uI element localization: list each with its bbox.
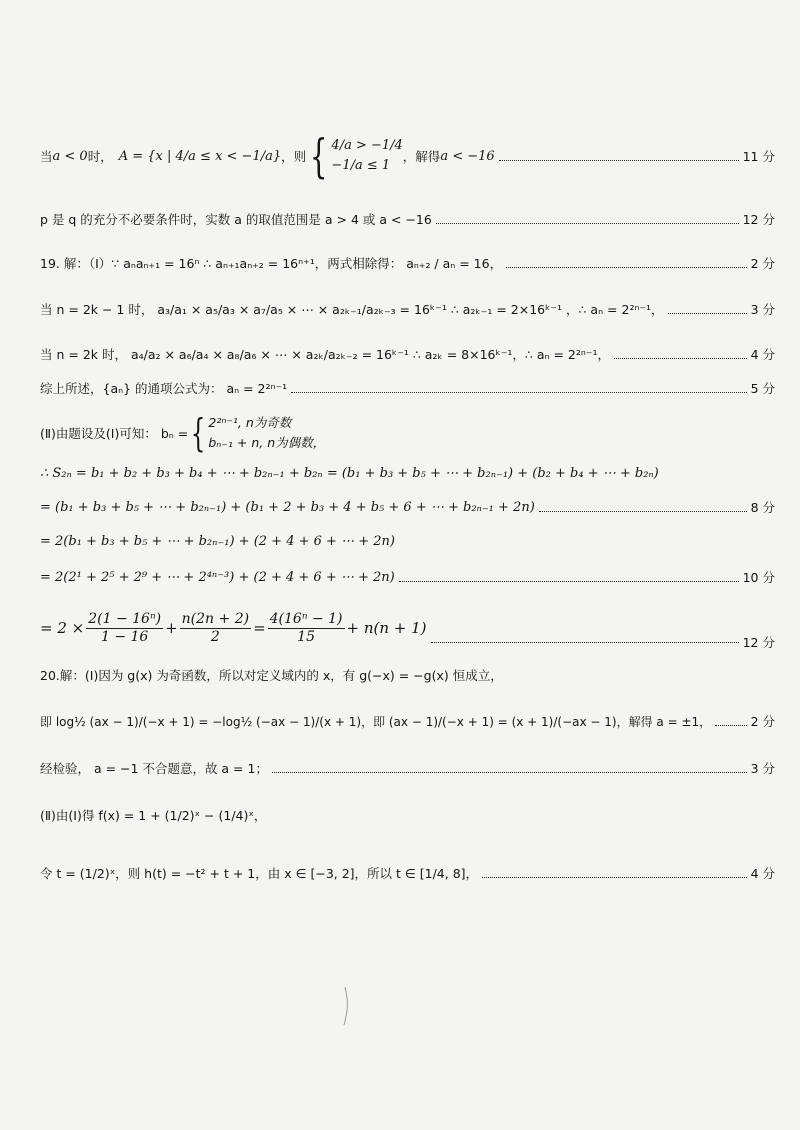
line2-text: p 是 q 的充分不必要条件时，实数 a 的取值范围是 a > 4 或 a < −16 <box>40 212 432 227</box>
line12-frac2 <box>180 611 251 644</box>
solution-line-4 <box>40 298 775 320</box>
line12-post: + n(n + 1) <box>346 619 427 637</box>
line12-eq: = <box>253 619 266 637</box>
line17-text: 令 t = (1/2)ˣ，则 h(t) = −t² + t + 1，由 x ∈ [−3, 2]，所以 t ∈ [1/4, 8]， <box>40 866 479 881</box>
solution-line-7 <box>40 412 775 454</box>
left-brace-icon: { <box>191 411 206 455</box>
line1-time: 时， <box>87 149 113 164</box>
line3-text: 19. 解：（Ⅰ）∵ aₙaₙ₊₁ = 16ⁿ ∴ aₙ₊₁aₙ₊₂ = 16ⁿ⁺¹，两式相除得： aₙ₊₂ / aₙ = 16， <box>40 256 503 271</box>
line7-case1: 2²ⁿ⁻¹, n为奇数 <box>208 415 292 431</box>
leader-dots <box>272 772 747 773</box>
solution-line-3 <box>40 252 775 274</box>
leader-dots <box>291 392 746 393</box>
line12-frac3-num: 4(16ⁿ − 1) <box>269 611 343 628</box>
line7-cases <box>208 413 325 452</box>
solution-line-16 <box>40 795 775 835</box>
line10-text: = 2(b₁ + b₃ + b₅ + ⋯ + b₂ₙ₋₁) + (2 + 4 + 6 + ⋯ + 2n) <box>40 533 395 549</box>
line5-text: 当 n = 2k 时， a₄/a₂ × a₆/a₄ × a₈/a₆ × ⋯ × a₂ₖ/a₂ₖ₋₂ = 16ᵏ⁻¹ ∴ a₂ₖ = 8×16ᵏ⁻¹，∴ aₙ = 2²ⁿ⁻¹， <box>40 347 610 362</box>
line1-cond: a < 0 <box>52 148 88 164</box>
score-label: 12 分 <box>742 212 775 227</box>
score-label: 2 分 <box>750 256 775 271</box>
line1-pre: 当 <box>40 149 53 164</box>
line13-text: 20.解：(Ⅰ)因为 g(x) 为奇函数，所以对定义域内的 x，有 g(−x) = −g(x) 恒成立， <box>40 668 503 683</box>
score-label: 12 分 <box>742 635 775 650</box>
line12-frac1-den: 1 − 16 <box>100 628 149 645</box>
solution-line-5 <box>40 343 775 365</box>
left-brace-icon: { <box>309 129 328 183</box>
solution-line-13 <box>40 664 775 686</box>
line4-text: 当 n = 2k − 1 时， a₃/a₁ × a₅/a₃ × a₇/a₅ × ⋯ × a₂ₖ₋₁/a₂ₖ₋₃ = 16ᵏ⁻¹ ∴ a₂ₖ₋₁ = 2×16ᵏ⁻¹ ，∴ aₙ = 2²ⁿ⁻¹， <box>40 302 664 317</box>
line1-case1: 4/a > −1/4 <box>331 137 403 153</box>
line7-text: (Ⅱ)由题设及(Ⅰ)可知： bₙ = <box>40 426 189 441</box>
line16-text: (Ⅱ)由(Ⅰ)得 f(x) = 1 + (1/2)ˣ − (1/4)ˣ， <box>40 808 267 823</box>
leader-dots <box>436 223 739 224</box>
solution-line-15 <box>40 757 775 779</box>
score-label: 3 分 <box>750 302 775 317</box>
line12-pre: = 2 × <box>40 619 85 637</box>
line1-setA: A = {x | 4/a ≤ x < −1/a} <box>118 148 282 164</box>
line12-frac1 <box>86 611 163 644</box>
leader-dots <box>715 725 746 726</box>
scan-speck-icon <box>342 985 350 1027</box>
solution-line-12 <box>40 604 775 652</box>
solution-line-9 <box>40 496 775 518</box>
leader-dots <box>539 511 747 512</box>
line12-frac2-den: 2 <box>210 628 220 645</box>
leader-dots <box>499 160 739 161</box>
leader-dots <box>482 877 747 878</box>
solution-line-14 <box>40 708 775 734</box>
solution-line-11 <box>40 566 775 588</box>
line11-text: = 2(2¹ + 2⁵ + 2⁹ + ⋯ + 2⁴ⁿ⁻³) + (2 + 4 + 6 + ⋯ + 2n) <box>40 569 395 585</box>
score-label: 3 分 <box>750 761 775 776</box>
line12-frac3-den: 15 <box>297 628 315 645</box>
leader-dots <box>614 358 747 359</box>
line15-text: 经检验， a = −1 不合题意，故 a = 1； <box>40 761 268 776</box>
score-label: 11 分 <box>742 149 775 164</box>
leader-dots <box>668 313 747 314</box>
line12-frac3 <box>268 611 345 644</box>
line1-result: a < −16 <box>440 148 495 164</box>
line1-solve: ，解得 <box>402 149 441 164</box>
score-label: 4 分 <box>750 347 775 362</box>
line9-text: = (b₁ + b₃ + b₅ + ⋯ + b₂ₙ₋₁) + (b₁ + 2 + b₃ + 4 + b₅ + 6 + ⋯ + b₂ₙ₋₁ + 2n) <box>40 499 535 515</box>
line8-text: ∴ S₂ₙ = b₁ + b₂ + b₃ + b₄ + ⋯ + b₂ₙ₋₁ + b₂ₙ = (b₁ + b₃ + b₅ + ⋯ + b₂ₙ₋₁) + (b₂ + b₄ + ⋯ + b₂ₙ) <box>40 465 659 481</box>
line7-case2: bₙ₋₁ + n, n为偶数， <box>208 435 326 450</box>
line1-cases <box>331 136 402 177</box>
score-label: 10 分 <box>742 570 775 585</box>
solution-line-1 <box>40 118 775 194</box>
solution-line-8 <box>40 462 775 484</box>
score-label: 8 分 <box>750 500 775 515</box>
leader-dots <box>506 267 746 268</box>
leader-dots <box>431 642 739 643</box>
line12-plus: + <box>165 619 178 637</box>
solution-line-6 <box>40 377 775 399</box>
line1-case2: −1/a ≤ 1 <box>331 158 391 173</box>
leader-dots <box>399 581 739 582</box>
line12-frac1-num: 2(1 − 16ⁿ) <box>88 611 162 628</box>
line14-text: 即 log½ (ax − 1)/(−x + 1) = −log½ (−ax − 1)/(x + 1)，即 (ax − 1)/(−x + 1) = (x + 1)/(−ax − 1)，解得 a = ±1， <box>40 714 712 729</box>
solution-line-10 <box>40 530 775 552</box>
line6-text: 综上所述，{aₙ} 的通项公式为： aₙ = 2²ⁿ⁻¹ <box>40 381 288 396</box>
score-label: 5 分 <box>750 381 775 396</box>
solution-line-17 <box>40 857 775 889</box>
score-label: 4 分 <box>750 866 775 881</box>
line12-frac2-num: n(2n + 2) <box>181 611 250 628</box>
score-label: 2 分 <box>750 714 775 729</box>
line1-then: ，则 <box>281 149 307 164</box>
solution-line-2 <box>40 208 775 230</box>
